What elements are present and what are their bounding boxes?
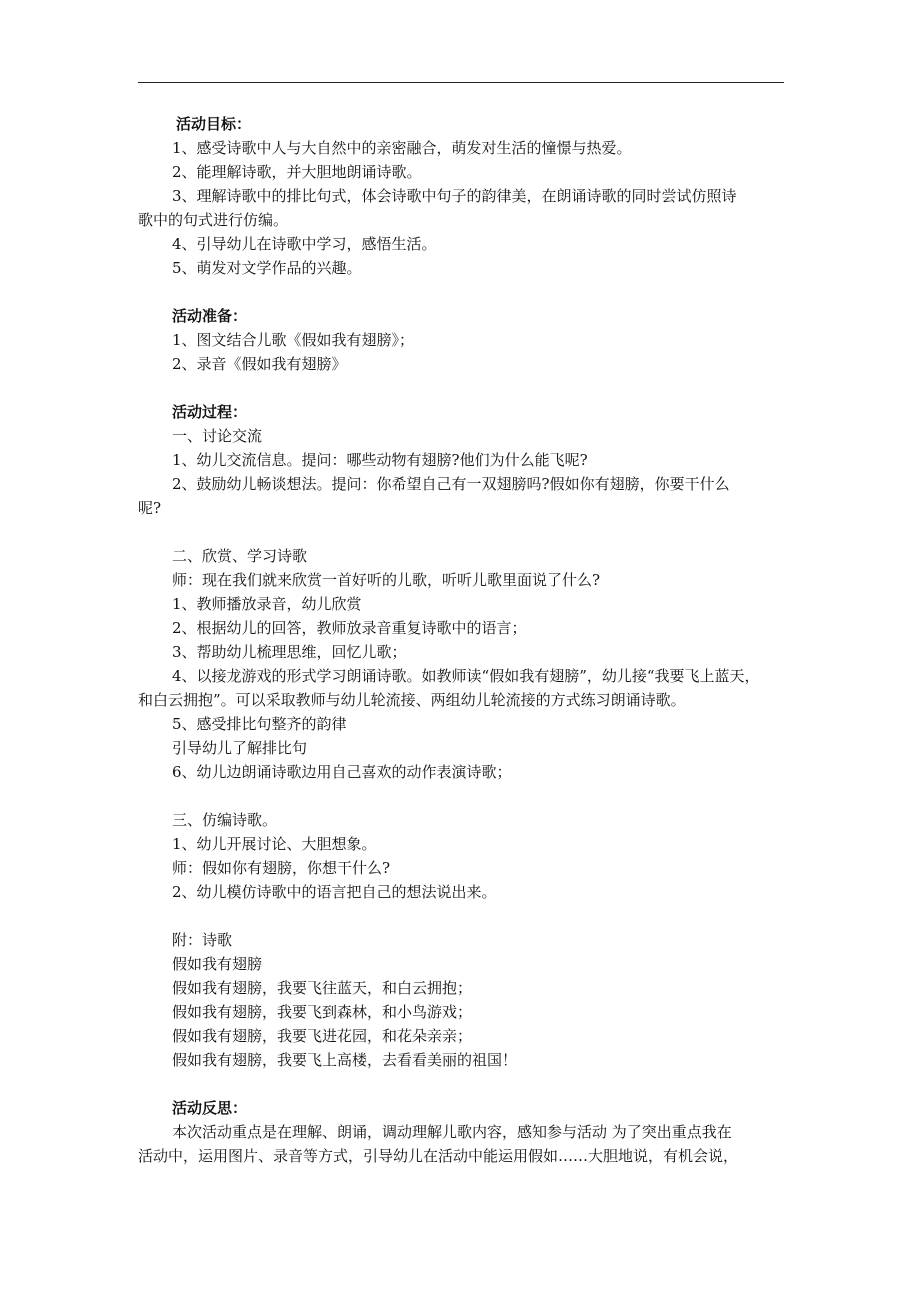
process-line: 2、鼓励幼儿畅谈想法。提问：你希望自己有一双翅膀吗?假如你有翅膀，你要干什么	[172, 475, 730, 493]
process-line: 引导幼儿了解排比句	[172, 739, 308, 757]
poem-line: 假如我有翅膀，我要飞往蓝天，和白云拥抱；	[172, 979, 473, 997]
spacer	[138, 1072, 788, 1096]
process-line-continuation: 呢?	[138, 499, 162, 517]
reflection-heading: 活动反思：	[172, 1099, 248, 1117]
spacer	[138, 784, 788, 808]
section-title: 三、仿编诗歌。	[172, 811, 278, 829]
process-line: 1、幼儿开展讨论、大胆想象。	[172, 835, 377, 853]
section-title: 一、讨论交流	[172, 427, 263, 445]
process-line: 师：现在我们就来欣赏一首好听的儿歌，听听儿歌里面说了什么?	[172, 571, 601, 589]
goal-item: 4、引导幼儿在诗歌中学习，感悟生活。	[172, 235, 437, 253]
process-line: 1、教师播放录音，幼儿欣赏	[172, 595, 362, 613]
goal-item-continuation: 歌中的句式进行仿编。	[138, 211, 289, 229]
document-body	[138, 112, 788, 1168]
appendix-label: 附：诗歌	[172, 931, 233, 949]
prep-heading: 活动准备：	[172, 307, 248, 325]
prep-item: 2、录音《假如我有翅膀》	[172, 355, 347, 373]
goal-item: 5、萌发对文学作品的兴趣。	[172, 259, 362, 277]
reflection-line-continuation: 活动中，运用图片、录音等方式，引导幼儿在活动中能运用假如……大胆地说，有机会说，	[138, 1147, 739, 1165]
reflection-line: 本次活动重点是在理解、朗诵，调动理解儿歌内容，感知参与活动 为了突出重点我在	[172, 1123, 732, 1141]
spacer	[138, 280, 788, 304]
process-line: 师：假如你有翅膀，你想干什么?	[172, 859, 391, 877]
process-line: 3、帮助幼儿梳理思维，回忆儿歌；	[172, 643, 407, 661]
header-rule	[138, 82, 784, 83]
process-line: 6、幼儿边朗诵诗歌边用自己喜欢的动作表演诗歌；	[172, 763, 512, 781]
section-title: 二、欣赏、学习诗歌	[172, 547, 308, 565]
spacer	[138, 904, 788, 928]
spacer	[138, 376, 788, 400]
spacer	[138, 520, 788, 544]
prep-item: 1、图文结合儿歌《假如我有翅膀》；	[172, 331, 415, 349]
process-line: 1、幼儿交流信息。提问：哪些动物有翅膀?他们为什么能飞呢?	[172, 451, 588, 469]
poem-title: 假如我有翅膀	[172, 955, 263, 973]
process-line-continuation: 和白云拥抱”。可以采取教师与幼儿轮流接、两组幼儿轮流接的方式练习朗诵诗歌。	[138, 691, 686, 709]
process-line: 4、以接龙游戏的形式学习朗诵诗歌。如教师读“假如我有翅膀”，幼儿接“我要飞上蓝天，	[172, 667, 760, 685]
process-line: 5、感受排比句整齐的韵律	[172, 715, 347, 733]
process-line: 2、幼儿模仿诗歌中的语言把自己的想法说出来。	[172, 883, 497, 901]
goal-item: 3、理解诗歌中的排比句式，体会诗歌中句子的韵律美，在朗诵诗歌的同时尝试仿照诗	[172, 187, 737, 205]
goal-item: 2、能理解诗歌，并大胆地朗诵诗歌。	[172, 163, 422, 181]
process-heading: 活动过程：	[172, 403, 248, 421]
poem-line: 假如我有翅膀，我要飞到森林，和小鸟游戏；	[172, 1003, 473, 1021]
process-line: 2、根据幼儿的回答，教师放录音重复诗歌中的语言；	[172, 619, 527, 637]
poem-line: 假如我有翅膀，我要飞进花园，和花朵亲亲；	[172, 1027, 473, 1045]
goal-item: 1、感受诗歌中人与大自然中的亲密融合，萌发对生活的憧憬与热爱。	[172, 139, 632, 157]
poem-line: 假如我有翅膀，我要飞上高楼，去看看美丽的祖国！	[172, 1051, 518, 1069]
goals-heading: 活动目标：	[176, 115, 252, 133]
